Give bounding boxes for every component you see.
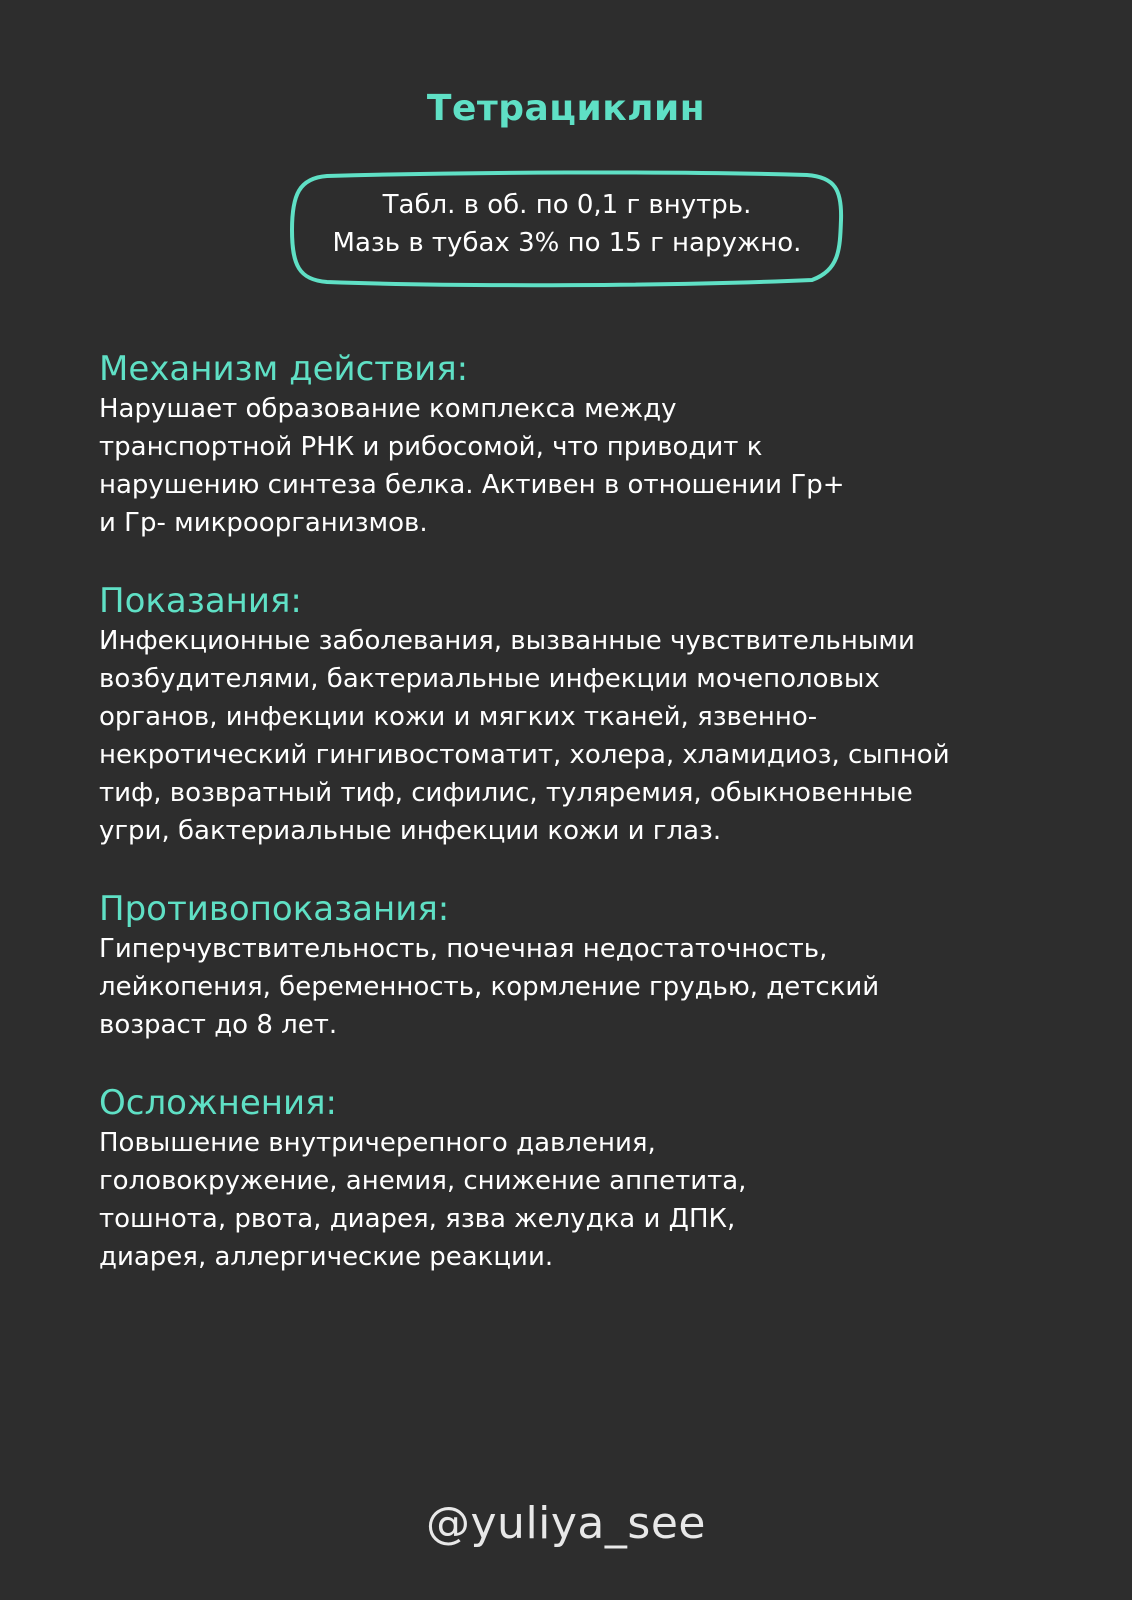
section-heading: Механизм действия: — [99, 349, 469, 389]
sections — [99, 348, 1099, 1314]
section-complications — [99, 1082, 1099, 1276]
page-title: Тетрациклин — [426, 88, 706, 129]
section-body: Нарушает образование комплекса между транспортной РНК и рибосомой, что приводит к нарушению синтеза белка. Активен в отношении Гр+ и Гр- микроорганизмов. — [99, 394, 845, 538]
section-body: Гиперчувствительность, почечная недостаточность, лейкопения, беременность, кормление грудью, детский возраст до 8 лет. — [99, 934, 880, 1040]
section-contraindications — [99, 888, 1099, 1044]
dosage-line-ointment: Мазь в тубах 3% по 15 г наружно. — [332, 228, 802, 258]
author-watermark: @yuliya_see — [426, 1498, 706, 1549]
dosage-box — [287, 170, 847, 288]
dosage-line-tablets: Табл. в об. по 0,1 г внутрь. — [382, 190, 752, 220]
section-heading: Показания: — [99, 581, 302, 621]
section-heading: Противопоказания: — [99, 889, 450, 929]
section-indications — [99, 580, 1099, 850]
section-body: Инфекционные заболевания, вызванные чувствительными возбудителями, бактериальные инфекции мочеполовых органов, инфекции кожи и мягких тканей, язвенно- некротический гингивостоматит, холера, хламидиоз, сыпной тиф, возвратный тиф, сифилис, туляремия, обыкновенные угри, бактериальные инфекции кожи и глаз. — [99, 626, 950, 846]
section-body: Повышение внутричерепного давления, головокружение, анемия, снижение аппетита, тошнота, рвота, диарея, язва желудка и ДПК, диарея, аллергические реакции. — [99, 1128, 747, 1272]
section-mechanism — [99, 348, 1099, 542]
dosage-text — [287, 186, 847, 262]
section-heading: Осложнения: — [99, 1083, 337, 1123]
